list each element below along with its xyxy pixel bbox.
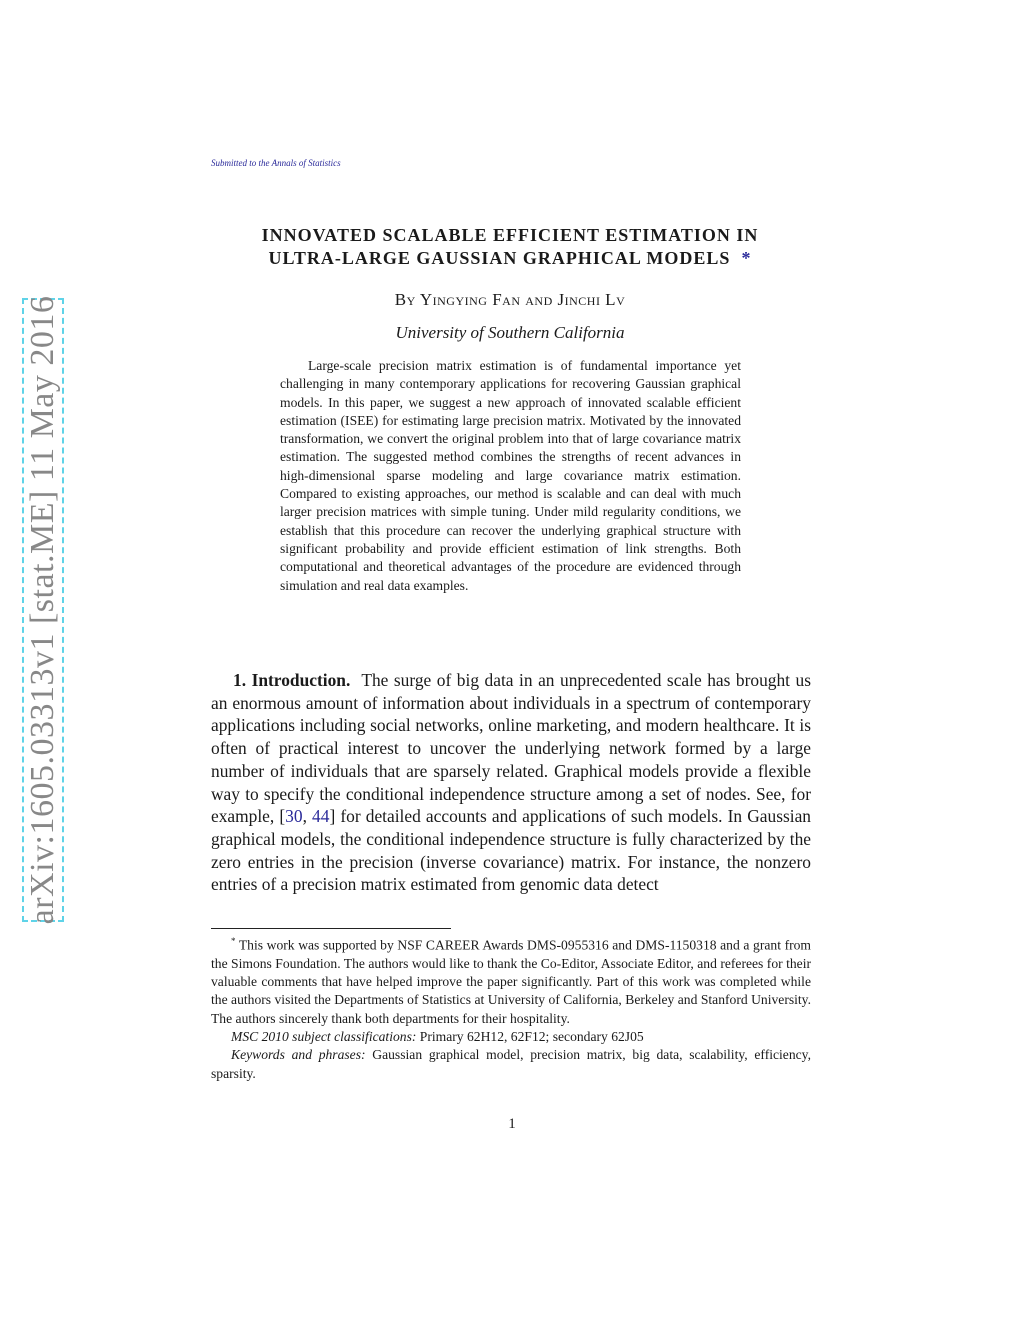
- introduction-paragraph: [211, 669, 811, 896]
- paper-title: [200, 224, 820, 270]
- funding-footnote-text: This work was supported by NSF CAREER Awards DMS-0955316 and DMS-1150318 and a grant from the Simons Foundation. The authors would like to thank the Co-Editor, Associate Editor, and referees for their valuable comments that have helped improve the paper significantly. Part of this work was completed while the authors visited the Departments of Statistics at University of California, Berkeley and Stanford University. The authors sincerely thank both departments for their hospitality.: [211, 937, 812, 1026]
- author-list: By Yingying Fan and Jinchi Lv: [394, 290, 626, 309]
- citation-link-44[interactable]: 44: [312, 806, 330, 827]
- msc-label: MSC 2010 subject classifications:: [231, 1029, 417, 1045]
- footnote-divider: [211, 928, 451, 929]
- page-number: 1: [508, 1116, 516, 1132]
- arxiv-stamp-wrapper: [22, 295, 64, 925]
- funding-footnote: [211, 932, 811, 1028]
- intro-text-part-1: The surge of big data in an unprecedented scale has brought us an enormous amount of information about individuals in a spectrum of contemporary applications including social networks, online marketing, and modern healthcare. It is often of practical interest to uncover the underlying network formed by a large number of individuals that are sparsely related. Graphical models provide a flexible way to specify the conditional independence structure among a set of nodes. See, for example, [: [211, 670, 811, 827]
- citation-link-30[interactable]: 30: [285, 806, 303, 827]
- msc-classification: [211, 1028, 811, 1046]
- msc-codes: Primary 62H12, 62F12; secondary 62J05: [419, 1029, 644, 1045]
- keywords: [211, 1046, 811, 1083]
- journal-header: Submitted to the Annals of Statistics: [211, 158, 341, 168]
- title-line-2-text: ULTRA-LARGE GAUSSIAN GRAPHICAL MODELS: [268, 248, 731, 268]
- keywords-text: Gaussian graphical model, precision matrix, big data, scalability, efficiency, sparsity.: [211, 1047, 811, 1081]
- intro-text-part-2: ] for detailed accounts and applications of such models. In Gaussian graphical models, the conditional independence structure is fully characterized by the zero entries in the precision (inverse covariance) matrix. For instance, the nonzero entries of a precision matrix estimated from genomic data detect: [211, 806, 811, 895]
- footnote-mark: *: [231, 936, 236, 946]
- arxiv-identifier-stamp[interactable]: arXiv:1605.03313v1 [stat.ME] 11 May 2016: [22, 298, 64, 922]
- abstract: Large-scale precision matrix estimation is of fundamental importance yet challenging in many contemporary applications for recovering Gaussian graphical models. In this paper, we suggest a new approach of innovated scalable efficient estimation (ISEE) for estimating large precision matrix. Motivated by the innovated transformation, we convert the original problem into that of large covariance matrix estimation. The suggested method combines the strengths of recent advances in high-dimensional sparse modeling and large covariance matrix estimation. Compared to existing approaches, our method is scalable and can deal with much larger precision matrices with simple tuning. Under mild regularity conditions, we establish that this procedure can recover the underlying graphical structure with significant probability and provide efficient estimation of link strengths. Both computational and theoretical advantages of the procedure are evidenced through simulation and real data examples.: [280, 358, 741, 593]
- keywords-label: Keywords and phrases:: [231, 1047, 366, 1063]
- footnotes: [211, 932, 811, 1083]
- affiliation: University of Southern California: [395, 323, 625, 342]
- title-line-2: [200, 247, 820, 270]
- title-line-1: INNOVATED SCALABLE EFFICIENT ESTIMATION IN: [261, 225, 759, 245]
- citation-separator: ,: [302, 806, 313, 827]
- section-heading: 1. Introduction.: [233, 670, 351, 690]
- title-footnote-mark[interactable]: *: [741, 248, 752, 268]
